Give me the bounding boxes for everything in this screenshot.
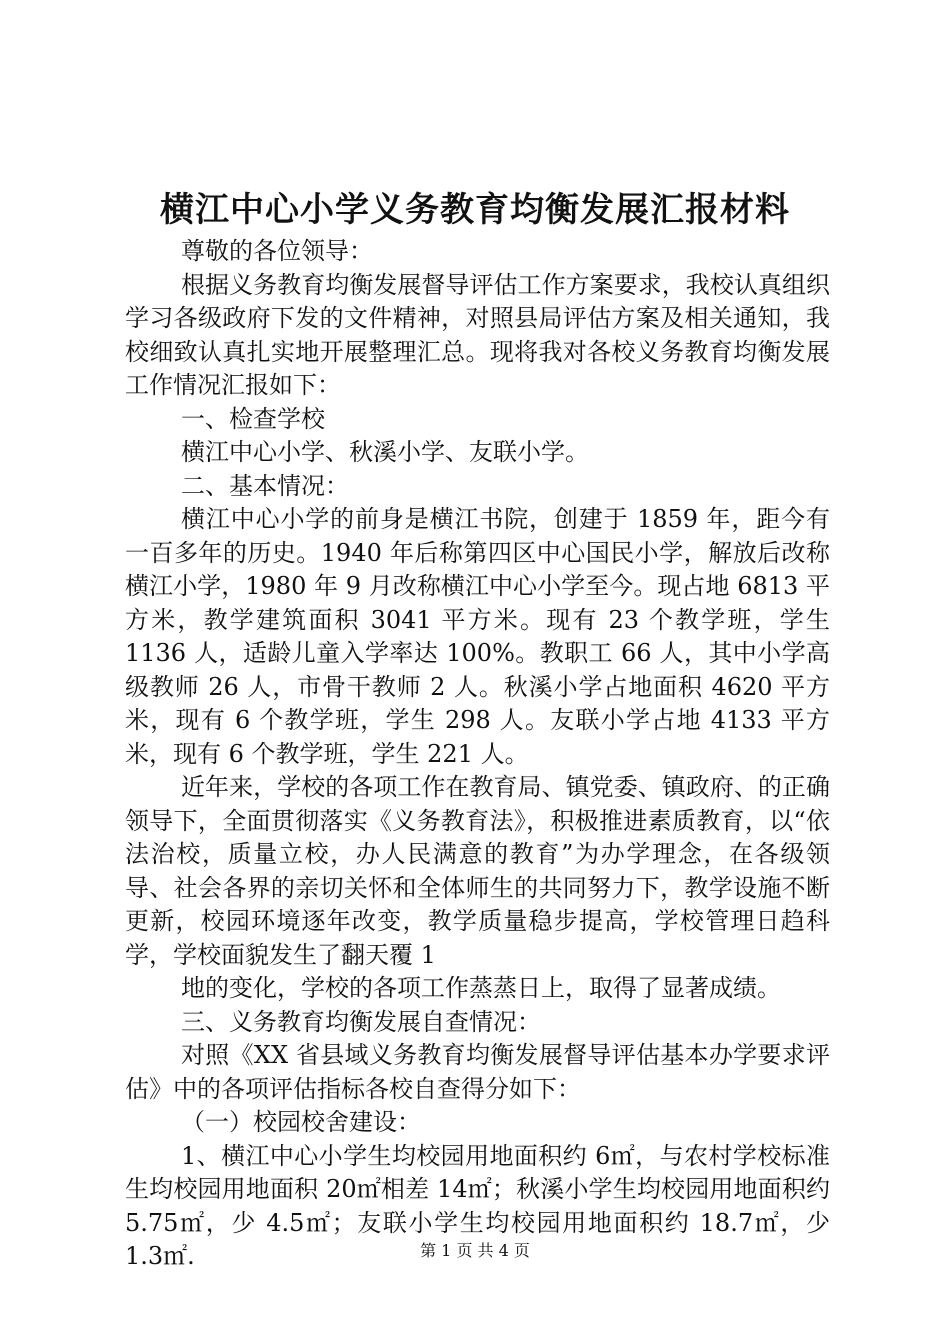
campus-area-paragraph: 1、横江中心小学生均校园用地面积约 6㎡，与农村学校标准生均校园用地面积 20㎡相差 14㎡；秋溪小学生均校园用地面积约 5.75㎡，少 4.5㎡；友联小学生均校园用地面积约 18.7㎡，少 1.3㎡. bbox=[125, 1141, 830, 1270]
schools-list-paragraph: 横江中心小学、秋溪小学、友联小学。 bbox=[181, 438, 589, 466]
basic-info-paragraph: 横江中心小学的前身是横江书院，创建于 1859 年，距今有一百多年的历史。1940 年后称第四区中心国民小学，解放后改称横江小学，1980 年 9 月改称横江中心小学至今。现占地 6813 平方米，教学建筑面积 3041 平方米。现有 23 个教学班，学生 1136 人，适龄儿童入学率达 100%。教职工 66 人，其中小学高级教师 26 人，市骨干教师 2 人。秋溪小学占地面积 4620 平方米，现有 6 个教学班，学生 298 人。友联小学占地 4133 平方米，现有 6 个教学班，学生 221 人。 bbox=[125, 505, 830, 768]
document-title: 横江中心小学义务教育均衡发展汇报材料 bbox=[160, 190, 790, 230]
continuation-paragraph: 地的变化，学校的各项工作蒸蒸日上，取得了显著成绩。 bbox=[181, 974, 781, 1002]
evaluation-paragraph: 对照《XX 省县域义务教育均衡发展督导评估基本办学要求评估》中的各项评估指标各校自查得分如下： bbox=[125, 1041, 830, 1103]
intro-paragraph: 根据义务教育均衡发展督导评估工作方案要求，我校认真组织学习各级政府下发的文件精神，对照县局评估方案及相关通知，我校细致认真扎实地开展整理汇总。现将我对各校义务教育均衡发展工作情况汇报如下： bbox=[125, 270, 830, 399]
recent-years-paragraph: 近年来，学校的各项工作在教育局、镇党委、镇政府、的正确领导下，全面贯彻落实《义务教育法》，积极推进素质教育，以“依法治校，质量立校，办人民满意的教育”为办学理念，在各级领导、社会各界的亲切关怀和全体师生的共同努力下，教学设施不断更新，校园环境逐年改变，教学质量稳步提高，学校管理日趋科学，学校面貌发生了翻天覆 1 bbox=[125, 773, 830, 969]
section-heading-2: 二、基本情况： bbox=[181, 471, 349, 500]
section-heading-3: 三、义务教育均衡发展自查情况： bbox=[181, 1007, 541, 1036]
section-heading-1: 一、检查学校 bbox=[181, 404, 325, 433]
subsection-heading-1: （一）校园校舍建设： bbox=[181, 1108, 421, 1136]
document-body bbox=[125, 235, 830, 1274]
salutation-paragraph: 尊敬的各位领导： bbox=[181, 237, 373, 265]
page-footer: 第 1 页 共 4 页 bbox=[420, 1241, 530, 1260]
